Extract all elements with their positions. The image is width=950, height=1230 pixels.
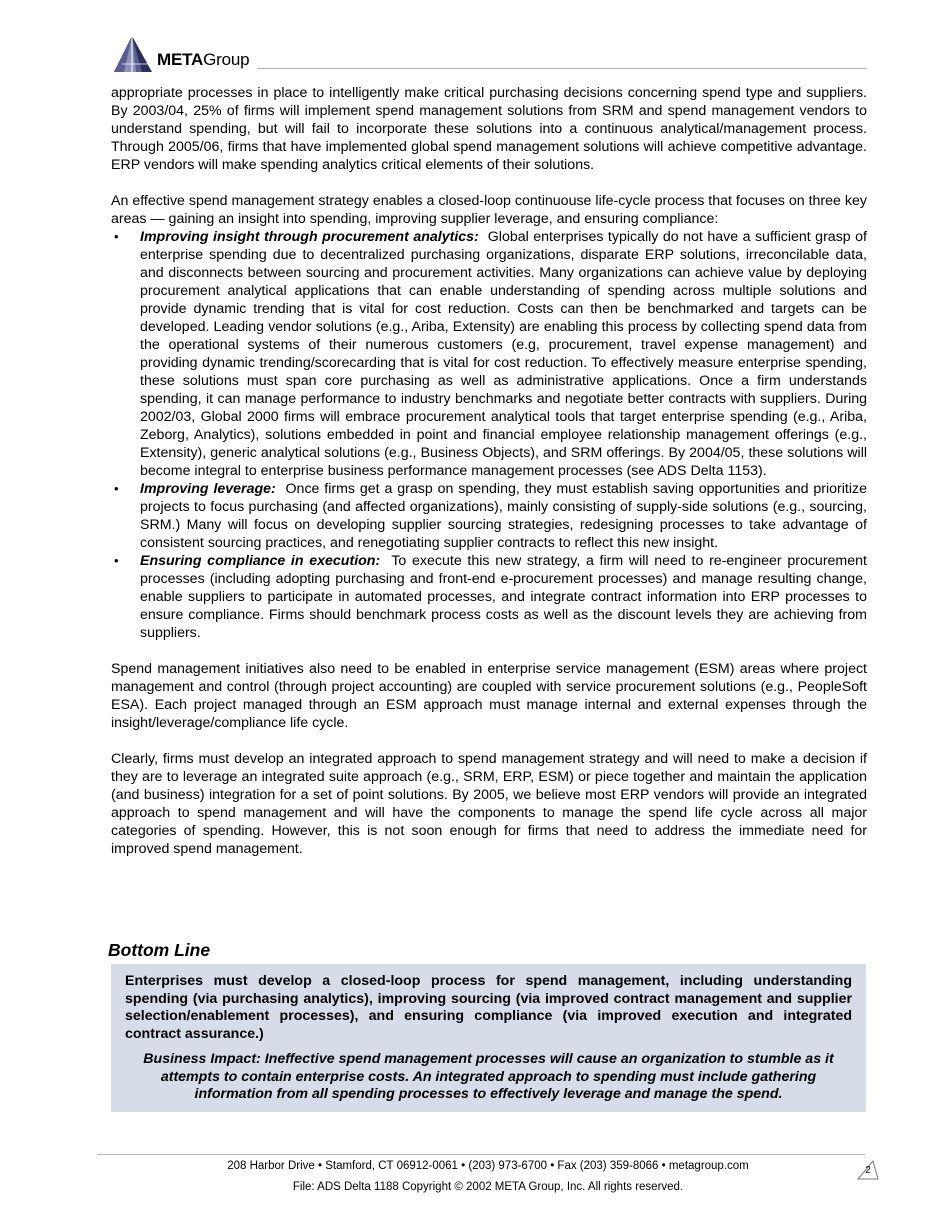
list-item-lead: Ensuring compliance in execution: [140, 553, 381, 569]
list-item-lead: Improving leverage: [140, 481, 276, 497]
page-header [112, 34, 867, 76]
footer-address: 208 Harbor Drive • Stamford, CT 06912-0061 • (203) 973-6700 • Fax (203) 359-8066 • metagroup.com [227, 1160, 749, 1172]
bullet-icon: • [114, 229, 119, 244]
page-number: 2 [865, 1165, 871, 1176]
list-item-lead: Improving insight through procurement analytics: [140, 229, 479, 245]
business-impact-text: Business Impact: Ineffective spend management processes will cause an organization to stumble as it attempts to contain enterprise costs. An integrated approach to spending must include gathering information from all spending processes to effectively leverage and manage the spend. [143, 1051, 834, 1102]
body-paragraph-3: Spend management initiatives also need to be enabled in enterprise service management (ESM) areas where project management and control (through project accounting) are coupled with service procurement solutions (e.g., PeopleSoft ESA). Each project managed through an ESM approach must manage internal and external expenses through the insight/leverage/compliance life cycle. [111, 661, 867, 731]
key-areas-list [111, 228, 867, 642]
main-content [111, 84, 867, 876]
bottom-line-summary: Enterprises must develop a closed-loop process for spend management, including understanding spending (via purchasing analytics), improving sourcing (via improved contract management and supplier selection/enablement processes), and ensuring compliance (via improved execution and integrated contract assurance.) [125, 973, 852, 1042]
list-item-text: To execute this new strategy, a firm will need to re-engineer procurement processes (including adopting purchasing and front-end e-procurement processes) and manage resulting change, enable suppliers to participate in automated processes, and integrate contract information into ERP processes to ensure compliance. Firms should benchmark process costs as well as the discount levels they are achieving from suppliers. [140, 553, 867, 641]
bullet-icon: • [114, 481, 119, 496]
bullet-icon: • [114, 553, 119, 568]
bottom-line-box [111, 964, 866, 1112]
logo-group-text: Group [203, 50, 250, 69]
logo-wordmark [157, 50, 249, 70]
bottom-line-heading: Bottom Line [108, 940, 211, 960]
list-item-text: Global enterprises typically do not have a sufficient grasp of enterprise spending due to decentralized purchasing organizations, disparate ERP solutions, irreconcilable data, and disconnects between sourcing and procurement activities. Many organizations can achieve value by deploying procurement analytical applications that can enable understanding of spending across multiple solutions and provide dynamic trending that is vital for cost reduction. Costs can then be benchmarked and targets can be developed. Leading vendor solutions (e.g., Ariba, Extensity) are enabling this process by collecting spend data from the operational systems of their numerous customers (e.g, procurement, travel expense management) and providing dynamic trending/scorecarding that is vital for cost reduction. To effectively measure enterprise spending, these solutions must span core purchasing as well as administrative applications. Once a firm understands spending, it can manage performance to industry benchmarks and negotiate better contracts with suppliers. During 2002/03, Global 2000 firms will embrace procurement analytical tools that target enterprise spending (e.g., Ariba, Zeborg, Analytics), solutions embedded in point and financial employee relationship management offerings (e.g., Extensity), generic analytical solutions (e.g., Business Objects), and SRM offerings. By 2004/05, these solutions will become integral to enterprise business performance management processes (see ADS Delta 1153). [140, 229, 867, 479]
list-item-text: Once firms get a grasp on spending, they must establish saving opportunities and prioritize projects to focus purchasing (and affected organizations), mainly consisting of supply-side solutions (e.g., sourcing, SRM.) Many will focus on developing supplier sourcing strategies, redesigning processes to take advantage of consistent sourcing practices, and renegotiating supplier contracts to reflect this new insight. [140, 481, 867, 551]
footer-copyright: File: ADS Delta 1188 Copyright © 2002 META Group, Inc. All rights reserved. [292, 1181, 684, 1193]
header-divider [257, 68, 867, 69]
body-paragraph-4: Clearly, firms must develop an integrated approach to spend management strategy and will need to make a decision if they are to leverage an integrated suite approach (e.g., SRM, ERP, ESM) or piece together and maintain the application (and business) integration for a set of point solutions. By 2005, we believe most ERP vendors will provide an integrated approach to spend management and will have the components to manage the spend life cycle across all major categories of spending. However, this is not soon enough for firms that need to address the immediate need for improved spend management. [111, 751, 867, 857]
logo-meta-text: META [157, 50, 204, 69]
footer-divider [97, 1154, 865, 1155]
list-item-leverage [111, 480, 867, 552]
body-paragraph-2: An effective spend management strategy enables a closed-loop continuouse life-cycle process that focuses on three key areas — gaining an insight into spending, improving supplier leverage, and ensuring compliance: [111, 193, 867, 227]
body-paragraph-1: appropriate processes in place to intelligently make critical purchasing decisions concerning spend type and suppliers. By 2003/04, 25% of firms will implement spend management solutions from SRM and spend management vendors to understand spending, but will fail to incorporate these solutions into a continuous analytical/management process. Through 2005/06, firms that have implemented global spend management solutions will achieve competitive advantage. ERP vendors will make spending analytics critical elements of their solutions. [111, 85, 867, 173]
list-item-compliance [111, 552, 867, 642]
meta-group-logo-icon [112, 34, 158, 74]
list-item-insight [111, 228, 867, 480]
